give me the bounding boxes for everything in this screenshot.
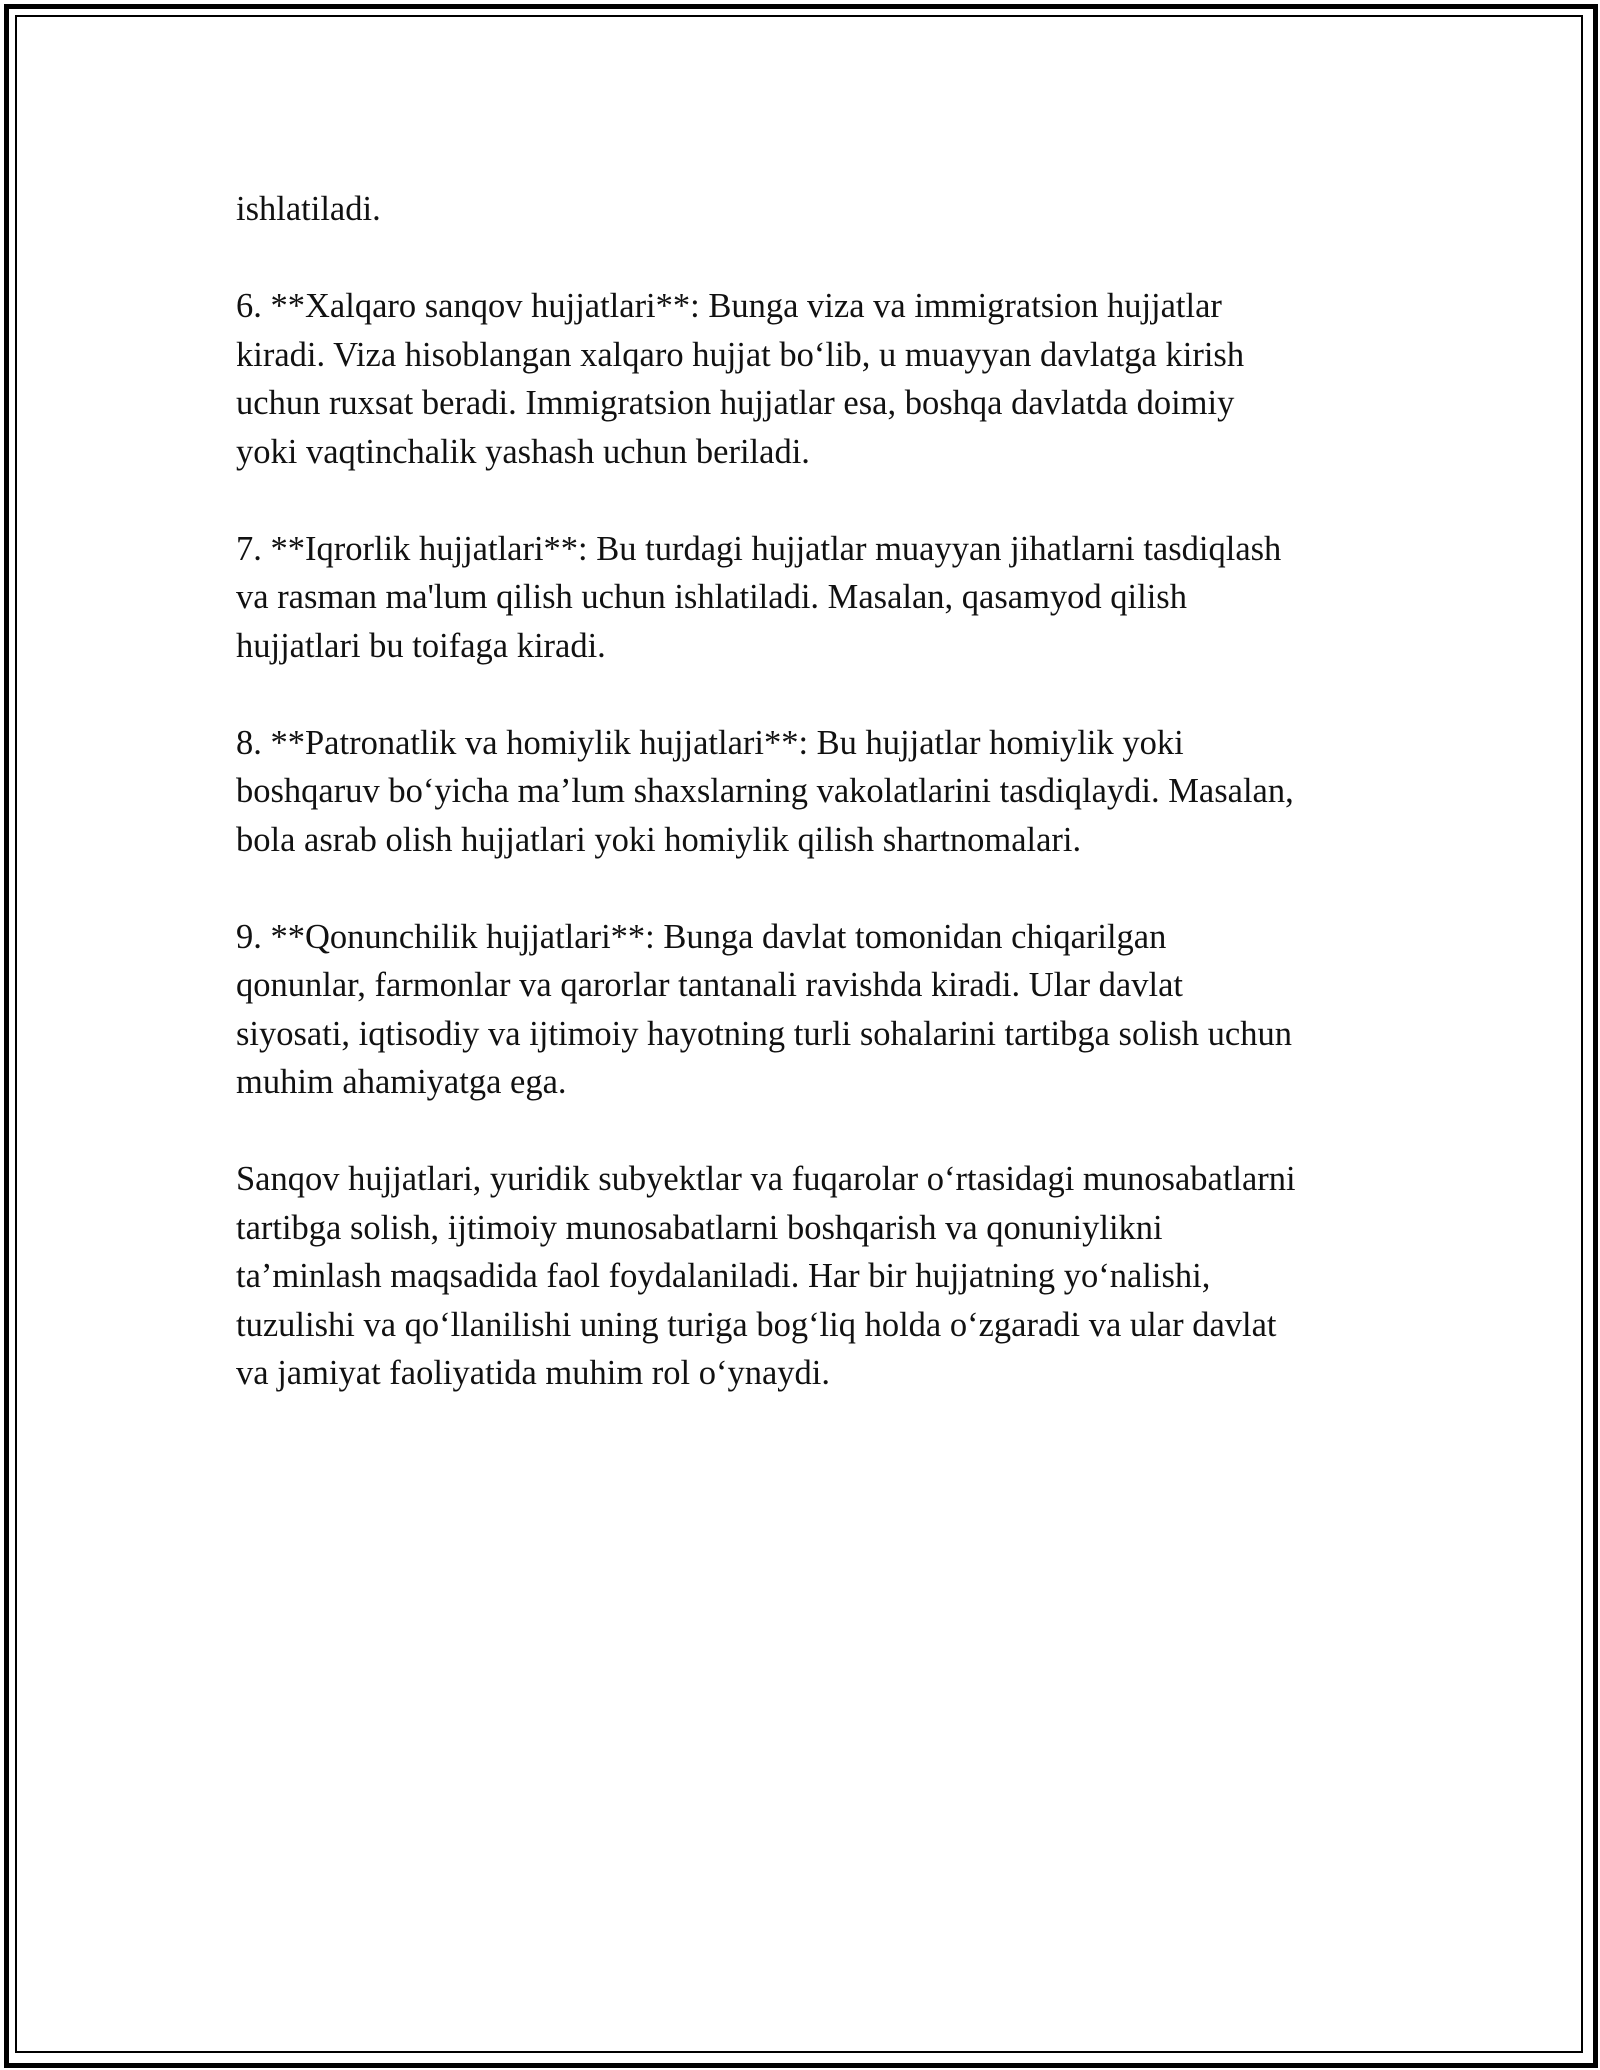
paragraph-item-8: 8. **Patronatlik va homiylik hujjatlari**: Bu hujjatlar homiylik yoki boshqaruv bo‘yicha ma’lum shaxslarning vakolatlarini tasdiqlaydi. Masalan, bola asrab olish hujjatlari yoki homiylik qilish shartnomalari. [236,723,1294,859]
paragraph-continuation: ishlatiladi. [236,190,381,228]
paragraph-item-7: 7. **Iqrorlik hujjatlari**: Bu turdagi hujjatlar muayyan jihatlarni tasdiqlash va rasman ma'lum qilish uchun ishlatiladi. Masalan, qasamyod qilish hujjatlari bu toifaga kiradi. [236,529,1282,665]
document-body [236,185,1376,1446]
paragraph-item-6: 6. **Xalqaro sanqov hujjatlari**: Bunga viza va immigratsion hujjatlar kiradi. Viza hisoblangan xalqaro hujjat bo‘lib, u muayyan davlatga kirish uchun ruxsat beradi. Immigratsion hujjatlar esa, boshqa davlatda doimiy yoki vaqtinchalik yashash uchun beriladi. [236,287,1245,471]
paragraph-conclusion: Sanqov hujjatlari, yuridik subyektlar va fuqarolar o‘rtasidagi munosabatlarni tartibga solish, ijtimoiy munosabatlarni boshqarish va qonuniylikni ta’minlash maqsadida faol foydalaniladi. Har bir hujjatning yo‘nalishi, tuzulishi va qo‘llanilishi uning turiga bog‘liq holda o‘zgaradi va ular davlat va jamiyat faoliyatida muhim rol o‘ynaydi. [236,1160,1296,1392]
paragraph-item-9: 9. **Qonunchilik hujjatlari**: Bunga davlat tomonidan chiqarilgan qonunlar, farmonlar va qarorlar tantanali ravishda kiradi. Ular davlat siyosati, iqtisodiy va ijtimoiy hayotning turli sohalarini tartibga solish uchun muhim ahamiyatga ega. [236,917,1292,1101]
